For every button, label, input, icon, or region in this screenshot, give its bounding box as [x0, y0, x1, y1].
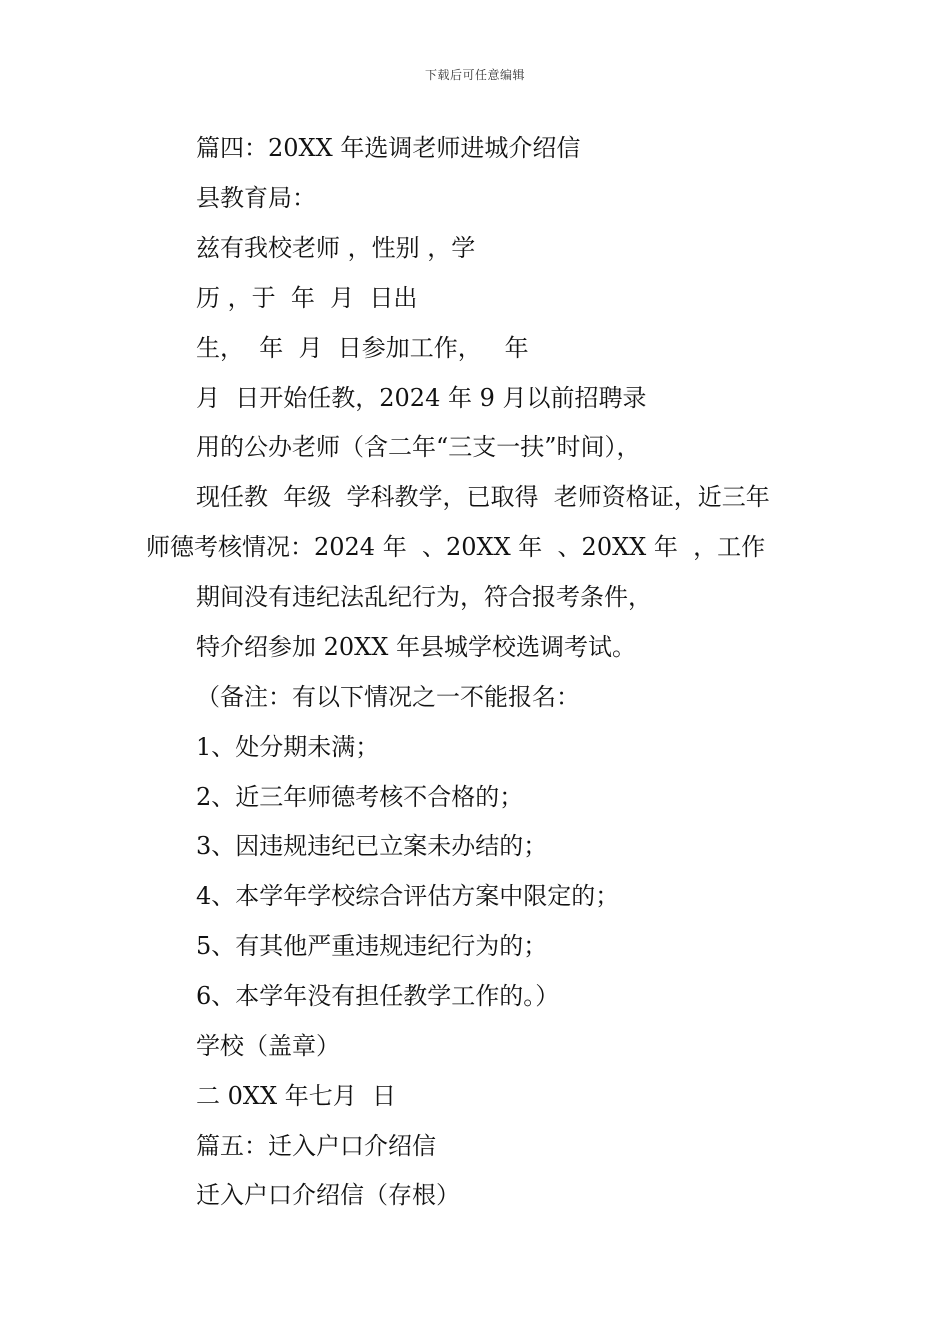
- remark-item: 3、因违规违纪已立案未办结的；: [196, 832, 548, 860]
- remark-item: 1、处分期未满；: [196, 733, 380, 761]
- section-title-4: 篇四：20XX 年选调老师进城介绍信: [196, 134, 581, 162]
- section-title-5: 篇五：迁入户口介绍信: [196, 1132, 436, 1160]
- remarks-heading: （备注：有以下情况之一不能报名：: [196, 683, 580, 711]
- signature-school: 学校（盖章）: [196, 1032, 340, 1060]
- paragraph-line: 现任教 年级 学科教学，已取得 老师资格证，近三年: [196, 483, 770, 511]
- paragraph-line: 特介绍参加 20XX 年县城学校选调考试。: [196, 633, 636, 661]
- paragraph-line: 师德考核情况：2024 年 、20XX 年 、20XX 年 ，工作: [146, 533, 766, 561]
- remark-item: 4、本学年学校综合评估方案中限定的；: [196, 882, 620, 910]
- paragraph-line: 生， 年 月 日参加工作， 年: [196, 334, 529, 362]
- remark-item: 6、本学年没有担任教学工作的。）: [196, 982, 560, 1010]
- remark-item: 5、有其他严重违规违纪行为的；: [196, 932, 548, 960]
- paragraph-line: 兹有我校老师 ，性别 ，学: [196, 234, 476, 262]
- page-header: 下载后可任意编辑: [424, 68, 525, 82]
- addressee: 县教育局：: [196, 184, 316, 212]
- remark-item: 2、近三年师德考核不合格的；: [196, 783, 524, 811]
- signature-date: 二 0XX 年七月 日: [196, 1082, 396, 1110]
- subsection-title: 迁入户口介绍信（存根）: [196, 1181, 460, 1209]
- paragraph-line: 期间没有违纪法乱纪行为，符合报考条件，: [196, 583, 652, 611]
- paragraph-line: 用的公办老师（含二年“三支一扶”时间），: [196, 433, 641, 461]
- paragraph-line: 历 ，于 年 月 日出: [196, 284, 418, 312]
- paragraph-line: 月 日开始任教，2024 年 9 月以前招聘录: [196, 384, 647, 412]
